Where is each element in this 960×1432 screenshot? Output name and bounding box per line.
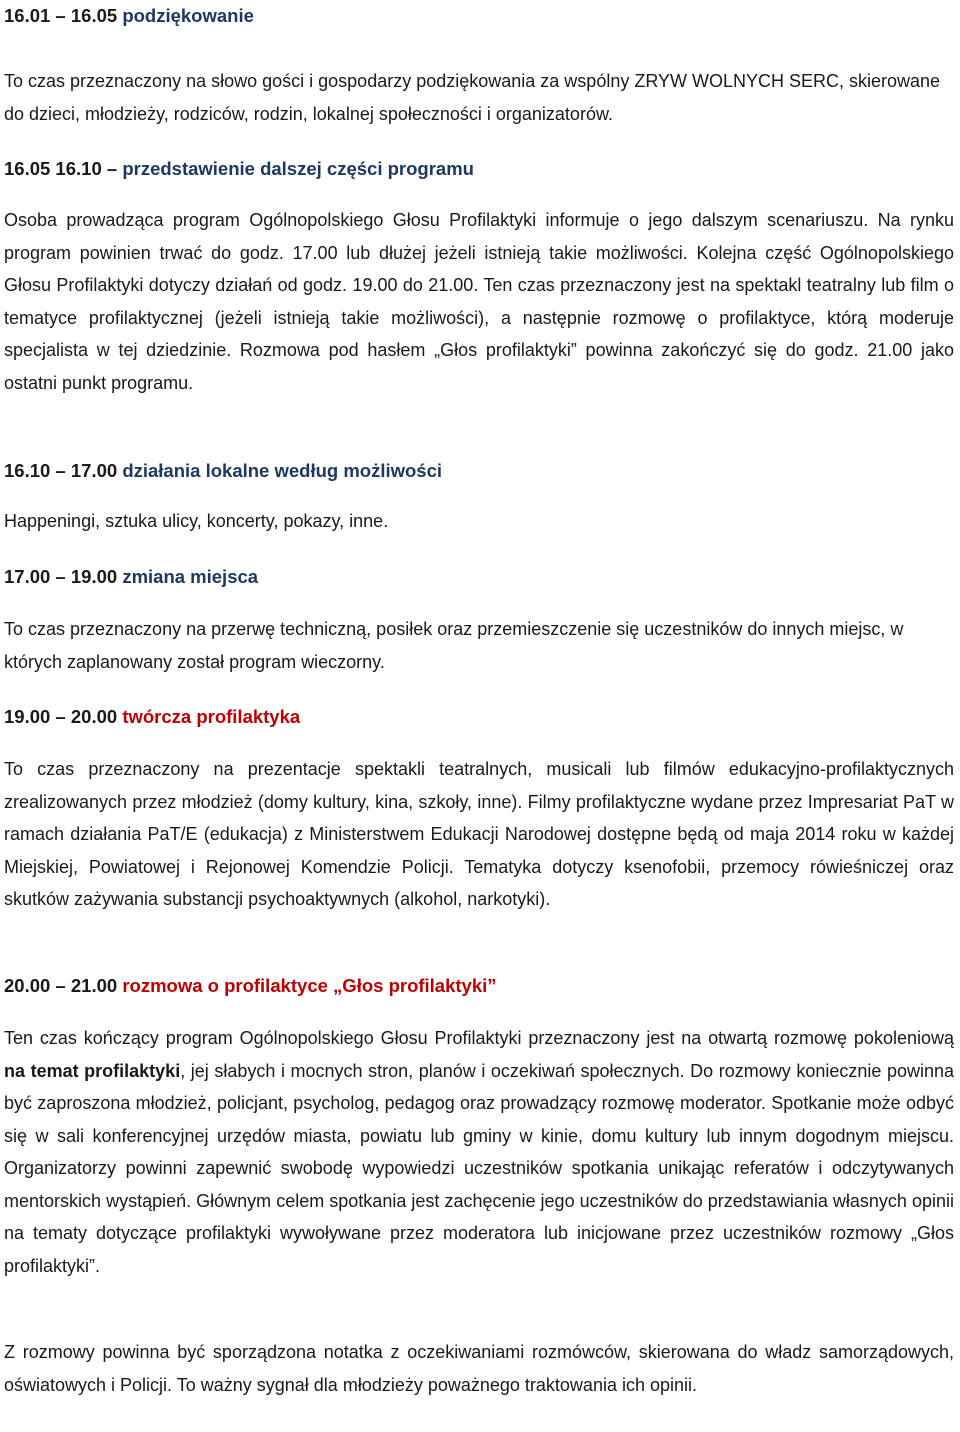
section-time: 20.00 – 21.00 — [4, 975, 118, 996]
section-rozmowa-body — [4, 1022, 954, 1282]
section-przedstawienie-body — [4, 204, 954, 399]
section-zmiana-miejsca — [4, 565, 954, 589]
section-zmiana-miejsca-body — [4, 613, 954, 678]
paragraph: To czas przeznaczony na słowo gości i gospodarzy podziękowania za wspólny ZRYW WOLNYCH SERC, skierowane do dzieci, młodzieży, rodziców, rodzin, lokalnej społeczności i organizatorów. — [4, 71, 941, 124]
section-dzialania-lokalne-body — [4, 505, 954, 538]
section-tworcza-profilaktyka — [4, 705, 954, 729]
paragraph — [4, 1022, 954, 1282]
section-time: 16.01 – 16.05 — [4, 5, 118, 26]
section-rozmowa-body-2 — [4, 1336, 954, 1401]
paragraph-text: Ten czas kończący program Ogólnopolskiego Głosu Profilaktyki przeznaczony jest na otwartą rozmowę pokoleniową — [4, 1028, 954, 1048]
section-time: 16.05 16.10 — [4, 158, 102, 179]
paragraph: To czas przeznaczony na prezentacje spektakli teatralnych, musicali lub filmów edukacyjno-profilaktycznych zrealizowanych przez młodzież (domy kultury, kina, szkoły, inne). Filmy profilaktyczne wydane przez Impresariat PaT w ramach działania PaT/E (edukacja) z Ministerstwem Edukacji Narodowej dostępne będą od maja 2014 roku w każdej Miejskiej, Powiatowej i Rejonowej Komendzie Policji. Tematyka dotyczy ksenofobii, przemocy rówieśniczej oraz skutków zażywania substancji psychoaktywnych (alkohol, narkotyki). — [4, 759, 954, 909]
section-podziekowanie — [4, 4, 954, 28]
paragraph: To czas przeznaczony na przerwę techniczną, posiłek oraz przemieszczenie się uczestników do innych miejsc, w których zaplanowany został program wieczorny. — [4, 619, 904, 672]
paragraph: Z rozmowy powinna być sporządzona notatka z oczekiwaniami rozmówców, skierowana do władz samorządowych, oświatowych i Policji. To ważny sygnał dla młodzieży poważnego traktowania ich opinii. — [4, 1342, 954, 1395]
section-podziekowanie-body — [4, 65, 954, 130]
section-dash: – — [106, 158, 118, 179]
section-przedstawienie — [4, 157, 954, 181]
section-heading — [4, 974, 954, 998]
section-heading — [4, 4, 954, 28]
section-title: zmiana miejsca — [122, 566, 259, 587]
section-title: przedstawienie dalszej części programu — [122, 158, 474, 179]
section-heading — [4, 459, 954, 483]
paragraph-bold-text: na temat profilaktyki — [4, 1060, 181, 1081]
section-dzialania-lokalne — [4, 459, 954, 483]
section-time: 19.00 – 20.00 — [4, 706, 118, 727]
paragraph-text: , jej słabych i mocnych stron, planów i oczekiwań społecznych. Do rozmowy koniecznie powinna być zaproszona młodzież, policjant, psycholog, pedagog oraz prowadzący rozmowę moderator. Spotkanie może odbyć się w sali konferencyjnej urzędów miasta, powiatu lub gminy w kinie, domu kultury lub innym dogodnym miejscu. Organizatorzy powinni zapewnić swobodę wypowiedzi uczestników spotkania unikając referatów i odczytywanych mentorskich wystąpień. Głównym celem spotkania jest zachęcenie jego uczestników do przedstawiania własnych opinii na tematy dotyczące profilaktyki wywoływane przez moderatora lub inicjowane przez uczestników rozmowy „Głos profilaktyki”. — [4, 1060, 954, 1276]
section-heading — [4, 157, 954, 181]
section-title: twórcza profilaktyka — [122, 706, 301, 727]
section-heading — [4, 565, 954, 589]
section-title: rozmowa o profilaktyce „Głos profilaktyki” — [122, 975, 497, 996]
section-title: podziękowanie — [122, 5, 254, 26]
section-rozmowa — [4, 974, 954, 998]
section-tworcza-profilaktyka-body — [4, 753, 954, 916]
section-title: działania lokalne według możliwości — [122, 460, 443, 481]
section-heading — [4, 705, 954, 729]
paragraph: Happeningi, sztuka ulicy, koncerty, pokazy, inne. — [4, 511, 389, 531]
section-time: 16.10 – 17.00 — [4, 460, 118, 481]
paragraph: Osoba prowadząca program Ogólnopolskiego Głosu Profilaktyki informuje o jego dalszym scenariuszu. Na rynku program powinien trwać do godz. 17.00 lub dłużej jeżeli istnieją takie możliwości. Kolejna część Ogólnopolskiego Głosu Profilaktyki dotyczy działań od godz. 19.00 do 21.00. Ten czas przeznaczony jest na spektakl teatralny lub film o tematyce profilaktycznej (jeżeli istnieją takie możliwości), a następnie rozmowę o profilaktyce, którą moderuje specjalista w tej dziedzinie. Rozmowa pod hasłem „Głos profilaktyki” powinna zakończyć się do godz. 21.00 jako ostatni punkt programu. — [4, 210, 954, 393]
section-time: 17.00 – 19.00 — [4, 566, 118, 587]
